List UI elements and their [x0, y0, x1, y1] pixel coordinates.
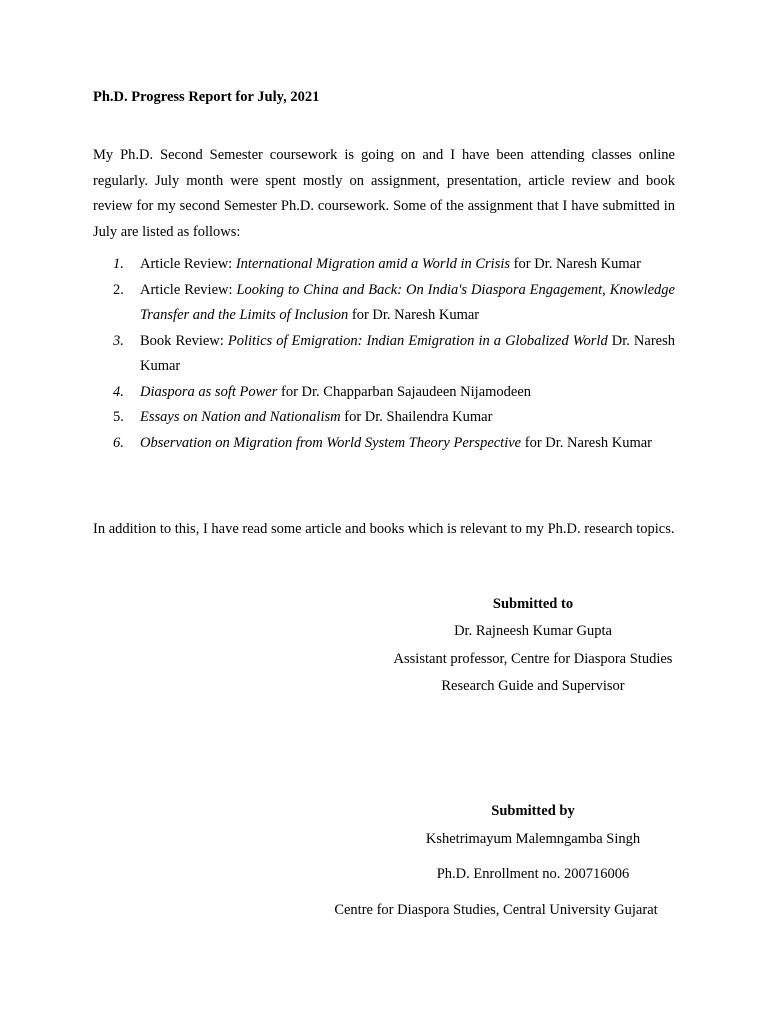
supervisor-position: Assistant professor, Centre for Diaspora Studies	[393, 651, 673, 667]
supervisor-role: Research Guide and Supervisor	[441, 678, 625, 694]
list-item	[93, 329, 675, 380]
list-item	[93, 405, 675, 431]
list-item-number: 5.	[113, 409, 124, 425]
list-item-title: International Migration amid a World in Crisis	[235, 256, 511, 272]
student-institution: Centre for Diaspora Studies, Central University Gujarat	[334, 902, 658, 918]
submitted-to-heading: Submitted to	[492, 596, 574, 612]
list-item-suffix: for Dr. Naresh Kumar	[510, 256, 641, 272]
submitted-by-heading: Submitted by	[491, 803, 575, 819]
enrollment-number: Ph.D. Enrollment no. 200716006	[436, 866, 630, 882]
report-title: Ph.D. Progress Report for July, 2021	[93, 89, 320, 105]
list-item-suffix: for Dr. Shailendra Kumar	[340, 409, 493, 425]
list-item-suffix: for Dr. Chapparban Sajaudeen Nijamodeen	[277, 383, 532, 400]
intro-paragraph: My Ph.D. Second Semester coursework is going on and I have been attending classes online regularly. July month were spent mostly on assignment, presentation, article review and book review for my second Semester Ph.D. coursework. Some of the assignment that I have submitted in July are listed as follows:	[93, 147, 675, 240]
list-item-number: 6.	[113, 434, 124, 451]
list-item-title: Looking to China and Back: On India's Diaspora Engagement, Knowledge Transfer and the Limits of Inclusion	[140, 281, 675, 323]
list-item-number: 1.	[113, 256, 124, 272]
list-item-number: 4.	[113, 383, 124, 400]
list-item-number: 2.	[113, 281, 124, 298]
list-item-suffix: for Dr. Naresh Kumar	[348, 307, 480, 323]
supervisor-name: Dr. Rajneesh Kumar Gupta	[454, 623, 612, 639]
student-name: Kshetrimayum Malemngamba Singh	[425, 831, 641, 847]
list-item-title: Essays on Nation and Nationalism	[140, 409, 341, 425]
assignment-list	[93, 252, 675, 456]
list-item-title: Observation on Migration from World System Theory Perspective	[140, 434, 522, 451]
list-item-title: Politics of Emigration: Indian Emigration in a Globalized World	[227, 332, 608, 349]
list-item-prefix: Book Review:	[140, 332, 228, 349]
closing-paragraph: In addition to this, I have read some article and books which is relevant to my Ph.D. research topics.	[93, 521, 675, 537]
list-item-number: 3.	[113, 332, 124, 349]
list-item-prefix: Article Review:	[140, 281, 237, 298]
list-item	[93, 278, 675, 329]
list-item-title: Diaspora as soft Power	[140, 383, 278, 400]
list-item-suffix: for Dr. Naresh Kumar	[521, 434, 652, 451]
list-item-prefix: Article Review:	[140, 256, 236, 272]
list-item	[93, 431, 675, 457]
list-item	[93, 252, 675, 278]
list-item	[93, 380, 675, 406]
list-item-suffix: Dr. Naresh Kumar	[140, 332, 675, 374]
